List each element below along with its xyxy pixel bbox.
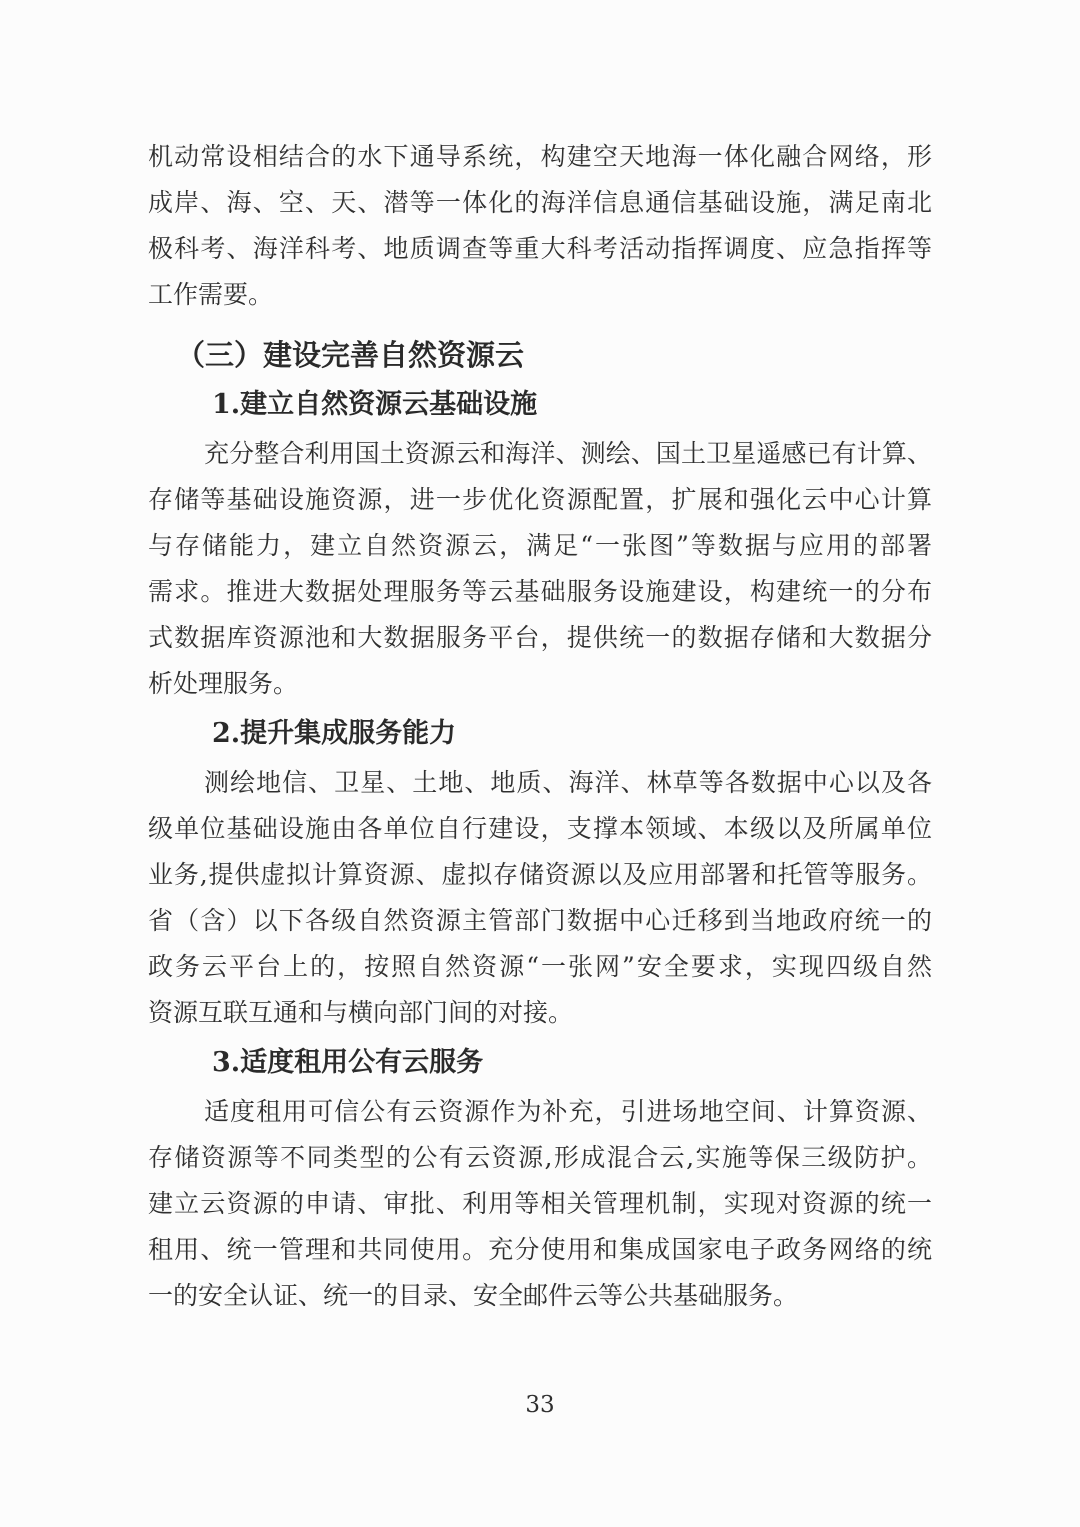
body-line: 式数据库资源池和大数据服务平台，提供统一的数据存储和大数据分 xyxy=(148,623,932,652)
subsection-3-heading: 3.适度租用公有云服务 xyxy=(212,1047,484,1078)
body-line: 省（含）以下各级自然资源主管部门数据中心迁移到当地政府统一的 xyxy=(148,906,932,935)
body-line: 充分整合利用国土资源云和海洋、测绘、国土卫星遥感已有计算、 xyxy=(204,439,932,468)
body-line: 成岸、海、空、天、潜等一体化的海洋信息通信基础设施，满足南北 xyxy=(148,188,932,217)
body-line: 存储资源等不同类型的公有云资源,形成混合云,实施等保三级防护。 xyxy=(148,1143,932,1172)
body-line: 租用、统一管理和共同使用。充分使用和集成国家电子政务网络的统 xyxy=(148,1235,932,1264)
subsection-3-paragraph xyxy=(148,1089,932,1319)
subsection-2-paragraph xyxy=(148,760,932,1036)
body-line: 极科考、海洋科考、地质调查等重大科考活动指挥调度、应急指挥等 xyxy=(148,234,932,263)
body-line: 级单位基础设施由各单位自行建设，支撑本领域、本级以及所属单位 xyxy=(148,814,932,843)
subsection-1-heading: 1.建立自然资源云基础设施 xyxy=(212,389,538,420)
body-line: 存储等基础设施资源，进一步优化资源配置，扩展和强化云中心计算 xyxy=(148,485,932,514)
body-line: 适度租用可信公有云资源作为补充，引进场地空间、计算资源、 xyxy=(204,1097,932,1126)
body-line: 需求。推进大数据处理服务等云基础服务设施建设，构建统一的分布 xyxy=(148,577,932,606)
body-line: 析处理服务。 xyxy=(148,669,299,698)
body-line: 建立云资源的申请、审批、利用等相关管理机制，实现对资源的统一 xyxy=(148,1189,932,1218)
body-line: 与存储能力，建立自然资源云，满足“一张图”等数据与应用的部署 xyxy=(148,531,932,560)
body-line: 机动常设相结合的水下通导系统，构建空天地海一体化融合网络，形 xyxy=(148,142,932,171)
body-line: 测绘地信、卫星、土地、地质、海洋、林草等各数据中心以及各 xyxy=(204,768,932,797)
page-content xyxy=(148,134,932,1319)
body-line: 政务云平台上的，按照自然资源“一张网”安全要求，实现四级自然 xyxy=(148,952,932,981)
body-line: 业务,提供虚拟计算资源、虚拟存储资源以及应用部署和托管等服务。 xyxy=(148,860,932,889)
page-number: 33 xyxy=(525,1392,555,1418)
intro-paragraph xyxy=(148,134,932,318)
body-line: 一的安全认证、统一的目录、安全邮件云等公共基础服务。 xyxy=(148,1281,799,1310)
body-line: 工作需要。 xyxy=(148,280,274,309)
body-line: 资源互联互通和与横向部门间的对接。 xyxy=(148,998,574,1027)
section-heading: （三）建设完善自然资源云 xyxy=(176,338,525,372)
subsection-1-paragraph xyxy=(148,431,932,707)
subsection-2-heading: 2.提升集成服务能力 xyxy=(212,718,457,749)
